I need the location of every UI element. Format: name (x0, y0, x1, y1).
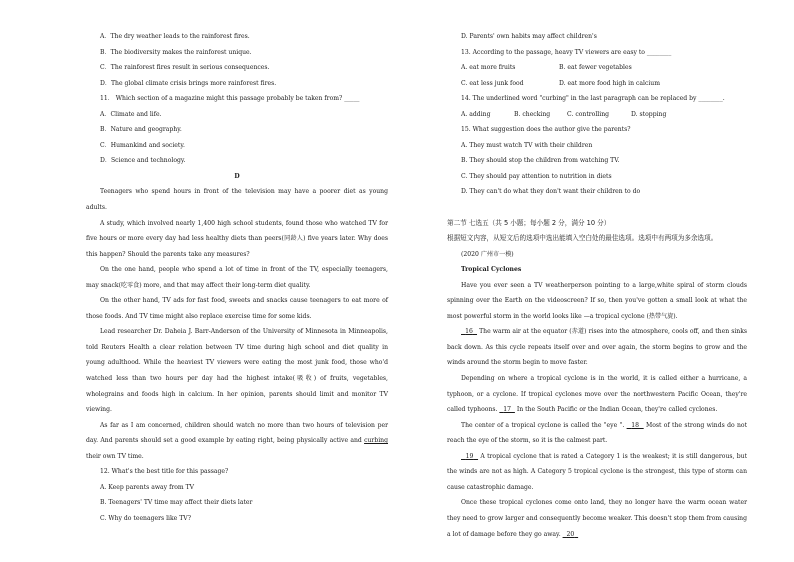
question-12: 12. What's the best title for this passage? (100, 468, 229, 476)
blank-16: 16 (465, 328, 473, 336)
q10-option-c: C．The rainforest fires result in serious consequences. (100, 64, 270, 72)
q11-option-b: B．Nature and geography. (100, 126, 182, 134)
blank-18: 18 (631, 421, 640, 429)
q15-option-a: A. They must watch TV with their children (461, 141, 593, 149)
q10-option-b: B．The biodiversity makes the rainforest unique. (100, 48, 252, 56)
underlined-word-curbing: curbing (364, 437, 388, 445)
passage-source: (2020 广州市一模) (461, 250, 514, 258)
q12-option-d: D. Parents' own habits may affect children's (461, 33, 597, 40)
cyclone-paragraph-6: Once these tropical cyclones come onto land, they no longer have the warm ocean water they need to grow larger and consequently become weaker. This doesn't stop them from causing a lot of damage before they go away. 20 (447, 499, 747, 538)
q10-option-a: A．The dry weather leads to the rainforest fires. (100, 33, 250, 40)
q13-option-b: B. eat fewer vegetables (559, 64, 632, 72)
cyclone-paragraph-3: Depending on where a tropical cyclone is in the world, it is called either a hurricane, a typhoon, or a cyclone. If tropical cyclones move over the northwestern Pacific Ocean, they're called typhoons. 17 In the South Pacific or the Indian Ocean, they're called cyclones. (447, 375, 747, 414)
question-13: 13. According to the passage, heavy TV viewers are easy to ________ (461, 48, 672, 56)
q12-option-c: C. Why do teenagers like TV? (100, 514, 191, 522)
passage-paragraph-1: Teenagers who spend hours in front of the television may have a poorer diet as young adults. (86, 188, 388, 212)
spacer (447, 200, 747, 216)
q11-option-c: C．Humankind and society. (100, 141, 185, 149)
q14-option-d: D. stopping (631, 110, 667, 118)
cyclone-paragraph-4: The center of a tropical cyclone is called the "eye ". 18 Most of the strong winds do not reach the eye of the storm, so it is the calmest part. (447, 421, 748, 445)
q14-option-c: C. controlling (567, 110, 610, 118)
q12-option-b: B. Teenagers' TV time may affect their diets later (100, 499, 253, 507)
passage-paragraph-2: A study, which involved nearly 1,400 high school students, found those who watched TV for five hours or more every day had less healthy diets than peers(同龄人) five years later. Why does this happen? Should the parents take any measures? (86, 219, 388, 258)
q15-option-d: D. They can't do what they don't want their children to do (461, 188, 641, 196)
q13-option-a: A. eat more fruits (461, 64, 516, 72)
q12-option-a: A. Keep parents away from TV (100, 483, 195, 491)
q13-options-row-1 (447, 60, 747, 76)
passage-paragraph-4: On the other hand, TV ads for fast food, sweets and snacks cause teenagers to eat more of those foods. And TV time might also replace exercise time for some kids. (86, 297, 388, 320)
blank-17: 17 (503, 406, 512, 414)
q10-option-d: D．The global climate crisis brings more rainforest fires. (100, 79, 277, 87)
question-11: 11． Which section of a magazine might this passage probably be taken from? _____ (100, 95, 360, 103)
q11-option-a: A．Climate and life. (100, 110, 162, 118)
section-d-heading: D (234, 172, 240, 180)
cyclone-paragraph-1: Have you ever seen a TV weatherperson pointing to a large,white spiral of storm clouds spinning over the Earth on the videoscreen? If so, then you've gotten a small look at what the most powerful storm in the world looks like —a tropical cyclone (热带气旋). (447, 281, 747, 320)
q15-option-c: C. They should pay attention to nutrition in diets (461, 172, 612, 180)
passage-paragraph-6: As far as I am concerned, children should watch no more than two hours of television per day. And parents should set a good example by eating right, being physically active and curbing their own TV time. (86, 421, 388, 460)
passage-title: Tropical Cyclones (461, 266, 522, 274)
q11-option-d: D．Science and technology. (100, 157, 186, 165)
q15-option-b: B. They should stop the children from watching TV. (461, 157, 620, 165)
section-2-title: 第二节 七选五（共 5 小题；每小题 2 分，满分 10 分） (447, 218, 611, 227)
question-15: 15. What suggestion does the author give the parents? (461, 126, 631, 134)
section-2-instructions: 根据短文内容，从短文后的选项中选出能填入空白处的最佳选项。选项中有两项为多余选项。 (447, 234, 718, 243)
passage-paragraph-5: Lead researcher Dr. Daheia J. Barr-Anderson of the University of Minnesota in Minneapolis, told Reuters Health a clear relation between TV time during high school and diet quality in young adulthood. While the heaviest TV viewers were eating the most junk food, those who'd watched less than two hours per day had the highest intake(吸收) of fruits, vegetables, wholegrains and foods high in calcium. In her opinion, parents should limit and monitor TV viewing. (86, 328, 388, 414)
question-14: 14. The underlined word "curbing" in the last paragraph can be replaced by ________. (461, 95, 725, 103)
q14-option-a: A. adding (461, 110, 491, 118)
q14-options-row (447, 107, 747, 123)
q13-options-row-2 (447, 76, 747, 92)
cyclone-paragraph-2: 16 The warm air at the equator (赤道) rises into the atmosphere, cools off, and then sinks back down. As this cycle repeats itself over and over again, the storm begins to grow and the winds around the storm begin to move faster. (447, 328, 748, 367)
blank-19: 19 (465, 452, 474, 460)
q13-option-c: C. eat less junk food (461, 79, 524, 87)
left-column (86, 29, 388, 527)
right-column (447, 29, 747, 542)
cyclone-paragraph-5: 19 A tropical cyclone that is rated a Category 1 is the weakest; it is still dangerous, but the winds are not as high. A Category 5 tropical cyclone is the strongest, this type of storm can cause catastrophic damage. (447, 452, 748, 491)
passage-paragraph-3: On the one hand, people who spend a lot of time in front of the TV, especially teenagers, may snack(吃零食) more, and that may affect their long-term diet quality. (86, 266, 388, 289)
blank-20: 20 (566, 530, 575, 538)
q14-option-b: B. checking (514, 110, 551, 118)
q13-option-d: D. eat more food high in calcium (559, 79, 661, 87)
